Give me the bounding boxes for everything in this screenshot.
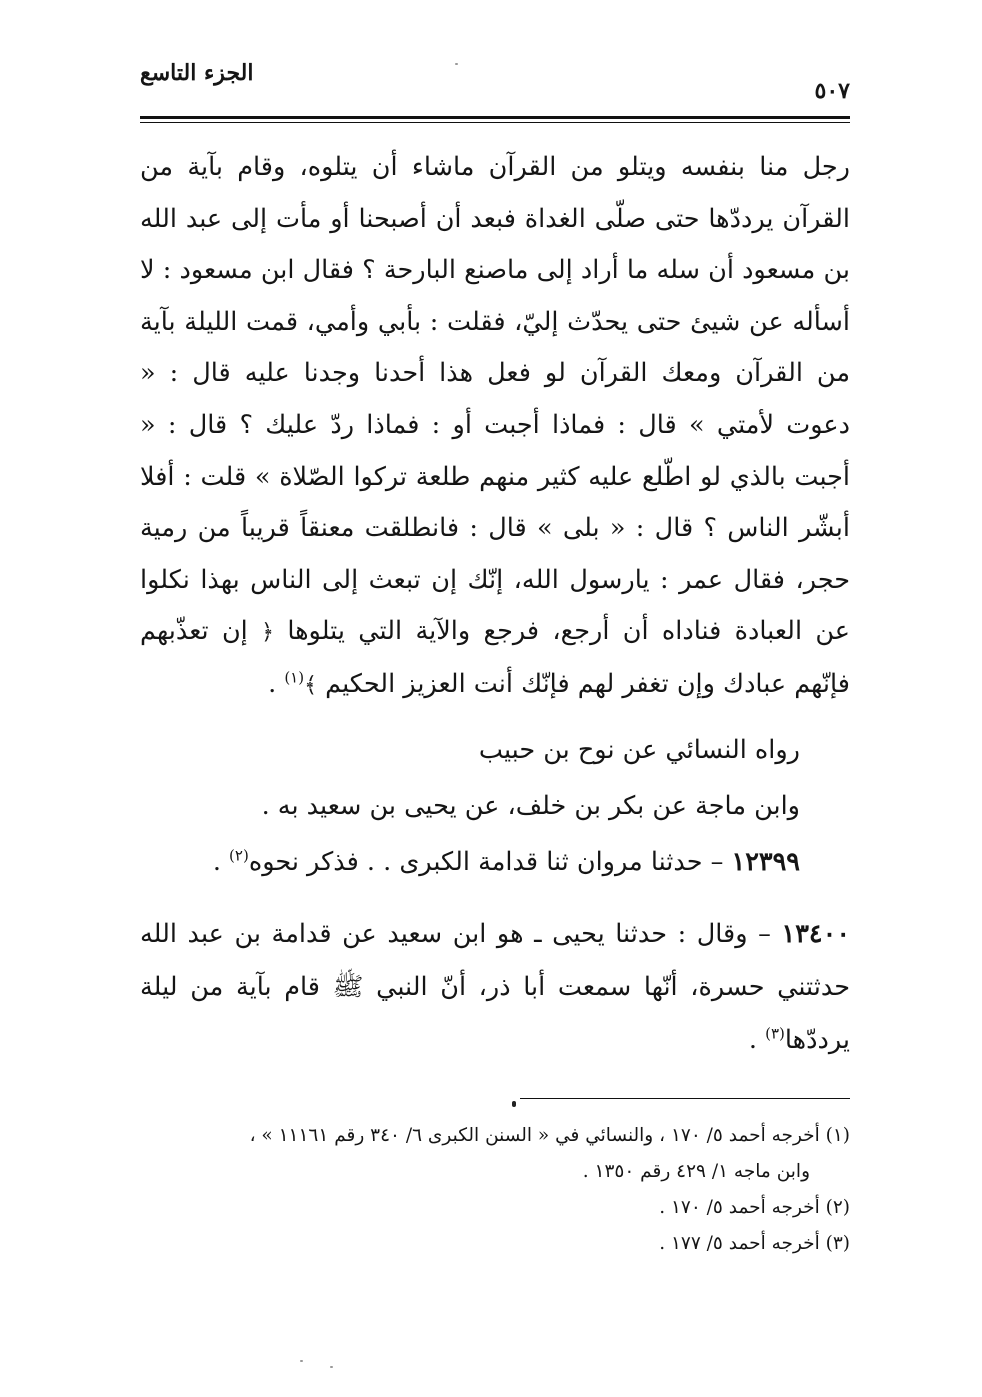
hadith-b-paragraph [140,908,850,1067]
scan-speck [300,1360,303,1362]
scan-speck [455,63,458,65]
hadith-b-text: – وقال : حدثنا يحيى ـ هو ابن سعيد عن قدامة بن عبد الله حدثتني حسرة، أنّها سمعت أبا ذر، أنّ النبي ﷺ قام بآية من ليلة يرددّها [140,919,850,1055]
hadith-number-b: ١٣٤٠٠ [781,919,851,949]
footnote-ref-1: (١) [284,668,305,687]
hadith-a-end: . [212,847,221,877]
header-rule-thick [140,116,850,119]
page-number: ٥٠٧ [814,78,850,104]
footnote-1: (١) أخرجه أحمد ٥/ ١٧٠ ، والنسائي في « السنن الكبرى ٦/ ٣٤٠ رقم ١١١٦١ » ، [249,1125,850,1146]
footnote-ref-3: (٣) [765,1024,785,1043]
footnote-separator [520,1098,850,1099]
hadith-entry-a [140,834,850,890]
narration-line-1: رواه النسائي عن نوح بن حبيب [478,735,800,765]
paragraph-end: . [268,668,277,699]
narration-line-2: وابن ماجة عن بكر بن خلف، عن يحيى بن سعيد به . [261,791,800,821]
volume-title: الجزء التاسع [140,60,254,86]
footnote-3: (٣) أخرجه أحمد ٥/ ١٧٧ . [659,1233,850,1254]
quran-quote: إن تعذّبهم فإنّهم عبادك وإن تغفر لهم فإنّك أنت العزيز الحكيم [140,616,850,699]
narration-block [140,722,850,890]
quran-close-ornament: ﴾ [304,672,317,698]
hadith-b-end: . [748,1025,757,1055]
running-header [140,58,850,110]
quran-open-ornament: ﴿ [261,620,274,646]
footnote-1-continuation: وابن ماجه ١/ ٤٢٩ رقم ١٣٥٠ . [582,1161,810,1182]
hadith-number-a: ١٢٣٩٩ [731,847,800,877]
scan-speck [330,1366,333,1368]
hadith-a-text: – حدثنا مروان ثنا قدامة الكبرى . . فذكر نحوه [248,847,724,877]
main-paragraph-text: رجل منا بنفسه ويتلو من القرآن ماشاء أن يتلوه، وقام بآية من القرآن يرددّها حتى صلّى الغداة فبعد أن أصبحنا أو مأت إلى عبد الله بن مسعود أن سله ما أراد إلى ماصنع البارحة ؟ فقال ابن مسعود : لا أسأله عن شيئ حتى يحدّث إليّ، فقلت : بأبي وأمي، قمت الليلة بآية من القرآن ومعك القرآن لو فعل هذا أحدنا وجدنا عليه قال : « دعوت لأمتي » قال : فماذا أجبت أو : فماذا ردّ عليك ؟ قال : « أجبت بالذي لو اطّلع عليه كثير منهم طلعة تركوا الصّلاة » قلت : أفلا أبشّر الناس ؟ قال : « بلى » قال : فانطلقت معنقاً قريباً من رمية حجر، فقال عمر : يارسول الله، إنّك إن تبعث إلى الناس بهذا نكلوا عن العبادة فناداه أن أرجع، فرجع والآية التي يتلوها [140,152,850,647]
footnote-ref-2: (٢) [229,846,249,865]
main-paragraph [140,142,850,712]
print-speck [512,1101,516,1107]
header-rule-thin [140,122,850,123]
footnotes [140,1118,850,1262]
hadith-entry-b [140,908,850,1067]
footnote-2: (٢) أخرجه أحمد ٥/ ١٧٠ . [659,1197,850,1218]
main-text-block [140,142,850,712]
